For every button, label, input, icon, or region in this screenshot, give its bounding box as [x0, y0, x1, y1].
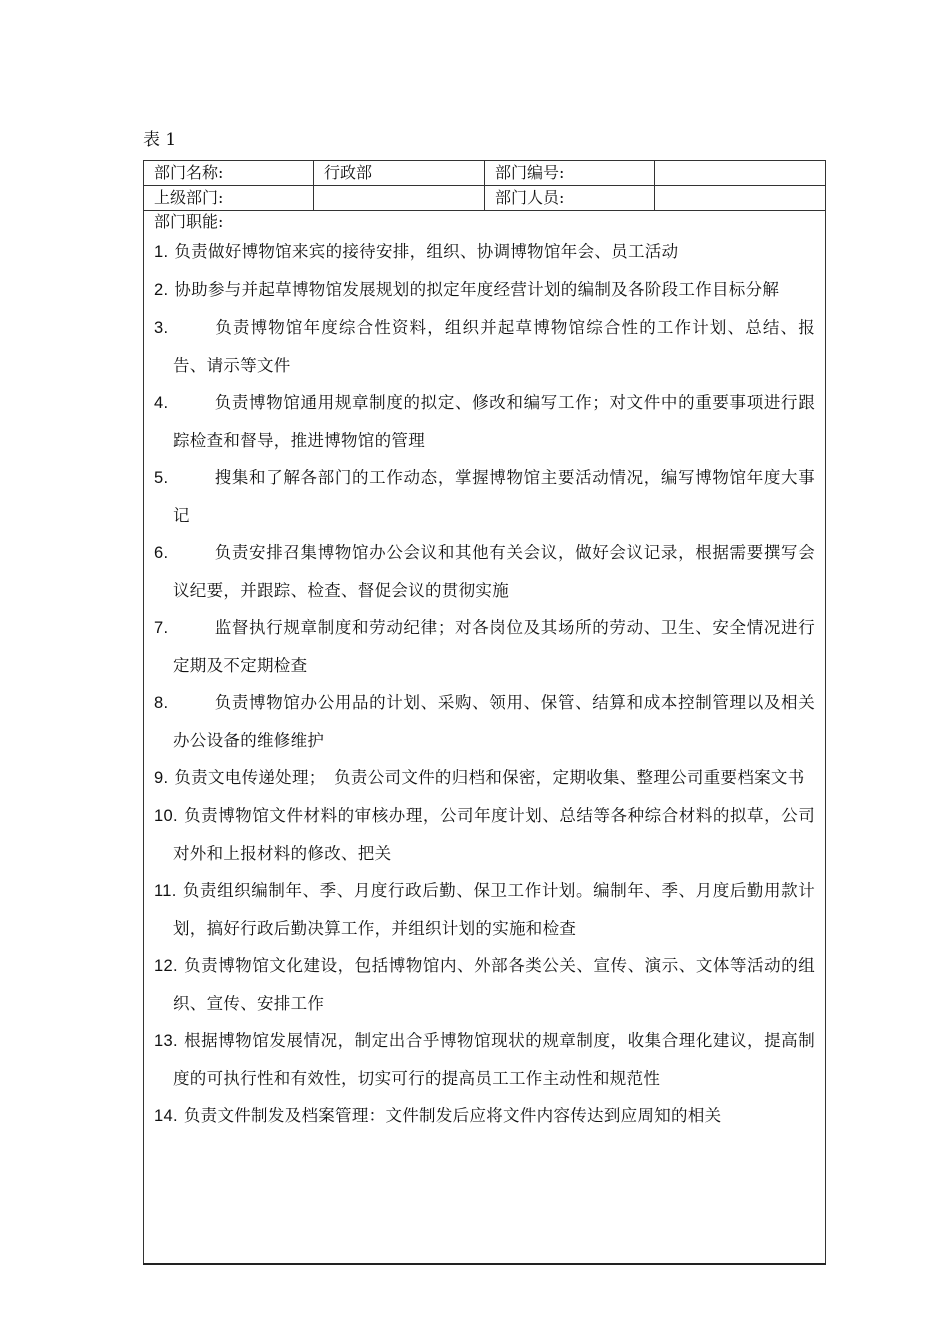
duty-text: 负责安排召集博物馆办公会议和其他有关会议，做好会议记录，根据需要撰写会议纪要，并跟踪、检查、督促会议的贯彻实施: [173, 543, 815, 600]
duty-text: 负责组织编制年、季、月度行政后勤、保卫工作计划。编制年、季、月度后勤用款计划，搞好行政后勤决算工作，并组织计划的实施和检查: [173, 881, 815, 938]
duty-item: [154, 309, 815, 384]
duties-cell: [144, 211, 826, 1265]
duty-item: [154, 872, 815, 947]
duty-item: [154, 609, 815, 684]
dept-no-label: 部门编号:: [485, 161, 655, 186]
duty-text: 负责博物馆文化建设，包括博物馆内、外部各类公关、宣传、演示、文体等活动的组织、宣传、安排工作: [173, 956, 815, 1013]
duty-item: [154, 1022, 815, 1097]
duty-number: 5.: [154, 469, 169, 487]
parent-dept-label: 上级部门:: [144, 186, 314, 211]
duty-item: [154, 271, 815, 309]
duty-item: [154, 534, 815, 609]
staff-value: [655, 186, 826, 211]
duty-text: 根据博物馆发展情况，制定出合乎博物馆现状的规章制度，收集合理化建议，提高制度的可执行性和有效性，切实可行的提高员工工作主动性和规范性: [173, 1031, 815, 1088]
duty-text: 协助参与并起草博物馆发展规划的拟定年度经营计划的编制及各阶段工作目标分解: [174, 280, 780, 299]
duty-number: 4.: [154, 394, 169, 412]
duty-text: 负责文件制发及档案管理：文件制发后应将文件内容传达到应周知的相关: [183, 1106, 722, 1125]
duty-item: [154, 684, 815, 759]
duty-number: 12.: [154, 957, 178, 975]
duty-item: [154, 947, 815, 1022]
dept-name-value: 行政部: [314, 161, 485, 186]
duty-item: [154, 459, 815, 534]
duty-number: 10.: [154, 807, 178, 825]
duty-text: 负责做好博物馆来宾的接待安排，组织、协调博物馆年会、员工活动: [174, 242, 679, 261]
dept-no-value: [655, 161, 826, 186]
table-row: [144, 161, 826, 186]
duty-text: 负责博物馆文件材料的审核办理，公司年度计划、总结等各种综合材料的拟草，公司对外和上报材料的修改、把关: [173, 806, 815, 863]
duty-text: 监督执行规章制度和劳动纪律；对各岗位及其场所的劳动、卫生、安全情况进行定期及不定期检查: [173, 618, 815, 675]
duty-number: 13.: [154, 1032, 178, 1050]
duties-title: 部门职能:: [154, 212, 224, 231]
table-caption: 表 1: [143, 130, 177, 150]
department-table: [143, 160, 826, 1265]
duty-number: 7.: [154, 619, 169, 637]
duty-text: 搜集和了解各部门的工作动态，掌握博物馆主要活动情况，编写博物馆年度大事记: [173, 468, 815, 525]
duty-number: 6.: [154, 544, 169, 562]
table-row: [144, 186, 826, 211]
duty-text: 负责文电传递处理； 负责公司文件的归档和保密，定期收集、整理公司重要档案文书: [174, 768, 805, 787]
duty-number: 2.: [154, 281, 169, 299]
duty-text: 负责博物馆办公用品的计划、采购、领用、保管、结算和成本控制管理以及相关办公设备的维修维护: [173, 693, 815, 750]
duty-item: [154, 797, 815, 872]
duty-number: 8.: [154, 694, 169, 712]
duty-number: 14.: [154, 1107, 178, 1125]
table-row: [144, 211, 826, 1265]
duty-item: [154, 384, 815, 459]
duty-item: [154, 1097, 815, 1135]
duty-text: 负责博物馆通用规章制度的拟定、修改和编写工作；对文件中的重要事项进行跟踪检查和督导，推进博物馆的管理: [173, 393, 815, 450]
duty-number: 11.: [154, 882, 177, 900]
duty-item: [154, 759, 815, 797]
duty-number: 3.: [154, 319, 169, 337]
duty-item: [154, 233, 815, 271]
dept-name-label: 部门名称:: [144, 161, 314, 186]
duty-number: 1.: [154, 243, 169, 261]
duties-list: [154, 233, 815, 1135]
staff-label: 部门人员:: [485, 186, 655, 211]
duty-text: 负责博物馆年度综合性资料，组织并起草博物馆综合性的工作计划、总结、报告、请示等文件: [173, 318, 815, 375]
parent-dept-value: [314, 186, 485, 211]
duty-number: 9.: [154, 769, 169, 787]
